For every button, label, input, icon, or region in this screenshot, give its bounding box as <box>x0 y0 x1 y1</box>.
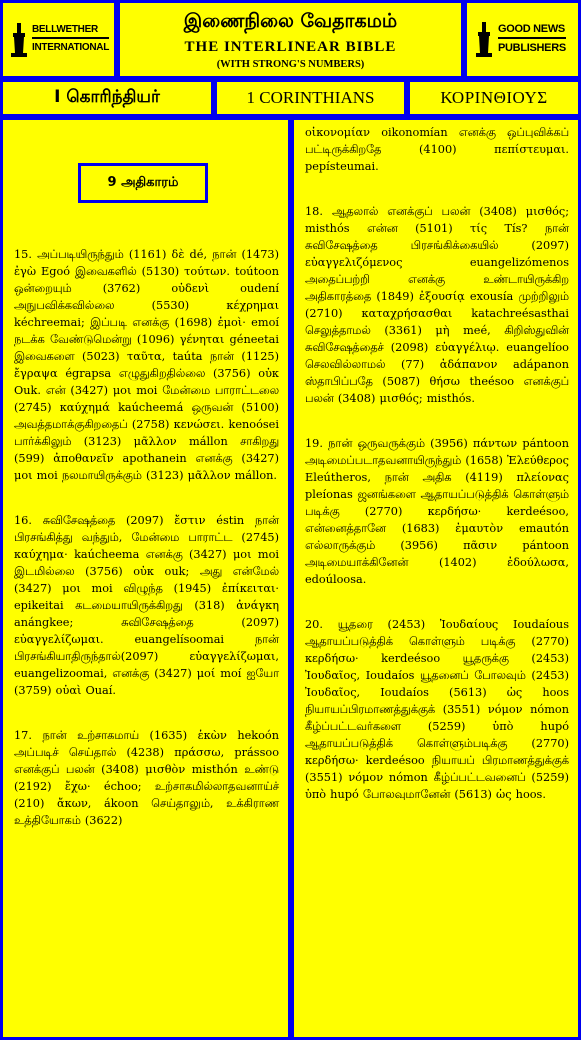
right-verses <box>305 124 569 803</box>
verse-text: அப்படியிருந்தும் (1161) δὲ dé, நான் (1473) ἐγὼ Egoó இவைகளில் (5130) τούτων. toútoon ஒன்றையும் (3762) οὐδενὶ oudení அநுபவிக்கவில்லை (5530) κέχρημαι kéchreemai; இப்படி எனக்கு (1698) ἐμοὶ· emoí நடக்க வேண்டுமென்று (1096) γένηται géneetai இவைகளை (5023) ταῦτα, taúta நான் (1125) ἔγραψα égrapsa எழுதுகிறதில்லை (3756) οὐκ Ouk. என் (3427) μοι moi மேன்மை பாராட்டலை (2745) καύχημά kaúcheemá ஒருவன் (5100) அவத்தமாக்குகிறதைப் (2758) κενώσει. kenoósei பார்க்கிலும் (3123) μᾶλλον mállon சாகிறது (599) ἀποθανεῖν apothanein எனக்கு (3427) μοι moi நலமாயிருக்கும் (3123) μᾶλλον mállon. <box>14 248 280 482</box>
verse-19 <box>305 435 569 588</box>
logo-right-line-2: PUBLISHERS <box>498 41 566 54</box>
bellwether-logo <box>9 9 108 70</box>
verse-number: 20. <box>305 618 323 631</box>
bellwether-logo-text <box>32 23 109 57</box>
book-name-tamil: I கொரிந்தியர் <box>54 87 160 107</box>
verse-16 <box>14 512 279 699</box>
verse-text: யூதரை (2453) Ἰουδαίους Ioudaíous ஆதாயப்படுத்திக் கொள்ளும் படிக்கு (2770) κερδήσω· kerdeésoo யூதருக்கு (2453) Ἰουδαῖος, Ioudaíos யூதனைப் போலவும் (2453) Ἰουδαῖος, Ioudaíos (5613) ὡς hoos நியாயப்பிரமாணத்துக்குக் (3551) νόμον nómon கீழ்ப்பட்டவர்களை (5259) ὑπὸ hupó ஆதாயப்படுத்திக் கொள்ளும்படிக்கு (2770) κερδήσω· kerdeésoo நியாயப் பிரமாணத்துக்குக் (3551) νόμον nómon கீழ்ப்பட்டவனைப் (5259) ὑπὸ hupó போலவுமானேன் (5613) ὡς hoos. <box>305 618 569 801</box>
book-name-greek-cell <box>407 79 581 117</box>
verse-number: 17. <box>14 729 32 742</box>
logo-left-line-1: BELLWETHER <box>32 23 109 39</box>
right-column <box>291 117 581 1040</box>
chapter-heading: 9 அதிகாரம் <box>78 163 208 203</box>
title-english: THE INTERLINEAR BIBLE <box>184 39 397 55</box>
verse-text: நான் உற்சாகமாய் (1635) ἑκὼν hekoón அப்படிச் செய்தால் (4238) πράσσω, prássoo எனக்குப் பலன் (3408) μισθὸν misthón உண்டு (2192) ἔχω· échoo; உற்சாகமில்லாதவனாய்ச் (210) ἄκων, ákoon செய்தாலும், உக்கிராண உத்தியோகம் (3622) <box>14 729 280 827</box>
left-column <box>0 117 291 1040</box>
verse-number: 16. <box>14 514 32 527</box>
book-name-greek: ΚΟΡΙΝΘΙΟΥΣ <box>440 88 548 107</box>
verse-number: 19. <box>305 437 323 450</box>
good-news-logo-text <box>498 22 566 58</box>
verse-17 <box>14 727 279 829</box>
verse-15 <box>14 246 279 484</box>
verse-text: சுவிசேஷத்தை (2097) ἔστιν éstin நான் பிரசங்கித்து வந்தும், மேன்மை பாராட்ட (2745) καύχημα· kaúcheema எனக்கு (3427) μοι moi இடமில்லை (3756) οὐκ ouk; அது என்மேல் (3427) μοι moi விழுந்த (1945) ἐπίκειται· epikeitai கடமையாயிருக்கிறது (318) ἀνάγκη anángkee; சுவிசேஷத்தை (2097) εὐαγγελίζωμαι. euangelísoomai நான் பிரசங்கியாதிருந்தால்(2097) εὐαγγελίζωμαι, euangelizoomai, எனக்கு (3427) μοί moí ஐயோ (3759) οὐαὶ Ouaí. <box>14 514 279 697</box>
verse-17-continued <box>305 124 569 175</box>
good-news-logo-icon <box>473 20 495 60</box>
verse-text: நான் ஒருவருக்கும் (3956) πάντων pántoon அடிமைப்படாதவனாயிருந்தும் (1658) Ἐλεύθερος Eleútheros, நான் அதிக (4119) πλείονας pleíonas ஜனங்களை ஆதாயப்படுத்திக் கொள்ளும் படிக்கு (2770) κερδήσω· kerdeésoo, என்னைத்தானே (1683) ἐμαυτὸν emautón எல்லாருக்கும் (3956) πᾶσιν pántoon அடிமையாக்கினேன் (1402) ἐδούλωσα, edoúloosa. <box>305 437 570 586</box>
logo-left-line-2: INTERNATIONAL <box>32 41 110 53</box>
left-verses <box>14 246 279 829</box>
book-name-tamil-cell <box>0 79 214 117</box>
verse-text: οἰκονομίαν oikonomían எனக்கு ஒப்புவிக்கப் பட்டிருக்கிறதே (4100) πεπίστευμαι. pepísteumai. <box>305 126 569 173</box>
logo-right-line-1: GOOD NEWS <box>498 22 566 39</box>
verse-text: ஆதலால் எனக்குப் பலன் (3408) μισθός; misthós என்ன (5101) τίς Tís? நான் சுவிசேஷத்தை பிரசங்கிக்கையில் (2097) εὐαγγελιζόμενος euangelizómenos அதைப்பற்றி எனக்கு உண்டாயிருக்கிற அதிகாரத்தை (1849) ἐξουσίᾳ exousía முற்றிலும் (2710) καταχρήσασθαι katachreésasthai செலுத்தாமல் (3361) μὴ meé, கிறிஸ்துவின் சுவிசேஷத்தைச் (2098) εὐαγγέλιῳ. euangelíoo செலவில்லாமல் (77) ἀδάπανον adápanon ஸ்தாபிப்பதே (5087) θήσω theésoo எனக்குப் பலன் (3408) μισθός; misthós. <box>305 205 569 405</box>
title-subtitle: (WITH STRONG'S NUMBERS) <box>216 59 365 70</box>
good-news-logo <box>473 9 572 70</box>
verse-number: 15. <box>14 248 32 261</box>
header-left-panel <box>0 0 117 79</box>
bellwether-logo-icon <box>9 21 29 59</box>
verse-20 <box>305 616 569 803</box>
book-name-english-cell <box>214 79 407 117</box>
verse-18 <box>305 203 569 407</box>
title-tamil: இணைநிலை வேதாகமம் <box>183 10 398 32</box>
header-right-panel <box>464 0 581 79</box>
header-title-panel <box>117 0 464 79</box>
verse-number: 18. <box>305 205 323 218</box>
book-name-english: 1 CORINTHIANS <box>246 88 375 107</box>
